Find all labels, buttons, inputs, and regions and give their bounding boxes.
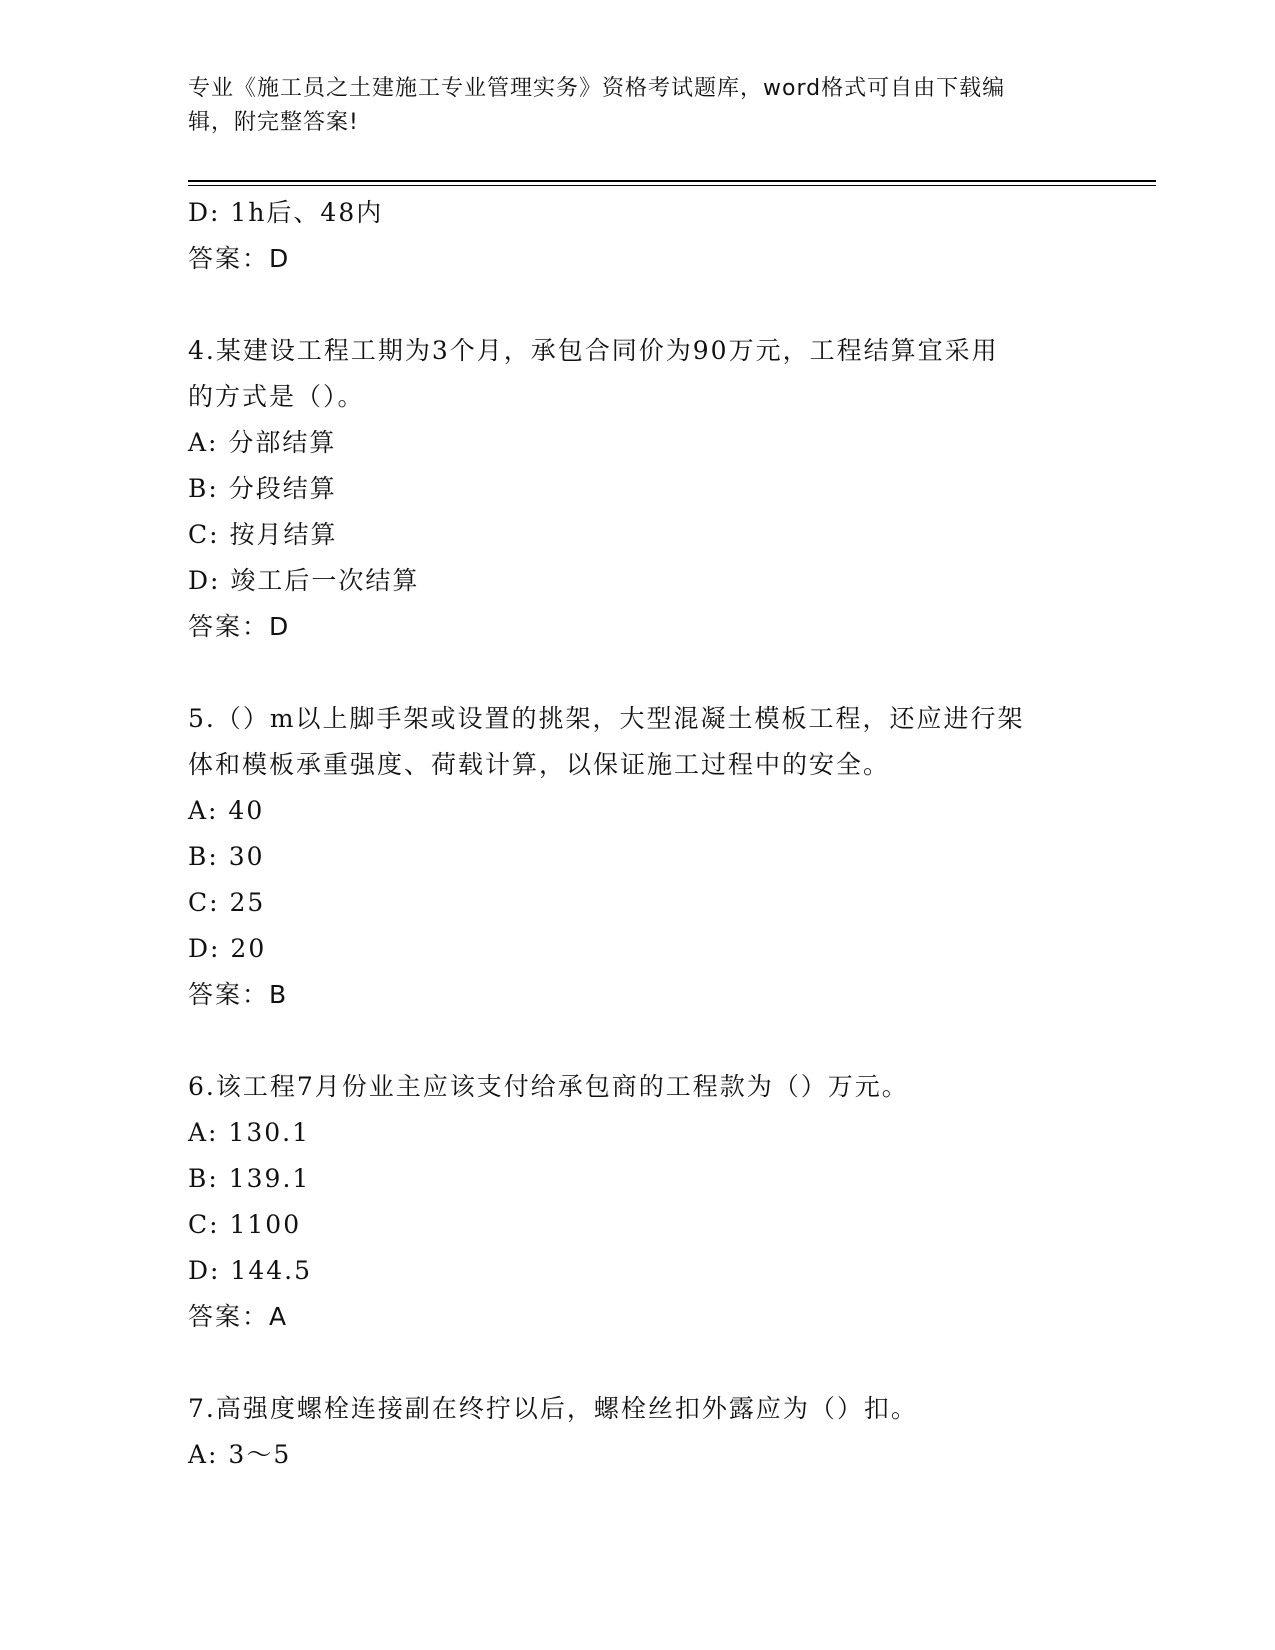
option-b: B: 30 [188,842,265,871]
header-title-line-1: 专业《施工员之土建施工专业管理实务》资格考试题库，word格式可自由下载编 [188,76,1006,101]
spacer [188,282,1088,328]
question-stem: 6.该工程7月份业主应该支付给承包商的工程款为（）万元。 [188,1072,909,1101]
header-title-line-2: 辑，附完整答案! [188,110,359,135]
question-stem: 5.（）m以上脚手架或设置的挑架，大型混凝土模板工程，还应进行架 [188,704,1025,733]
page-header [188,72,1088,140]
option-a: A: 130.1 [188,1118,310,1147]
spacer [188,1340,1088,1386]
spacer [188,1018,1088,1064]
answer-line: 答案：D [188,612,291,641]
option-a: A: 3～5 [188,1440,292,1469]
spacer [188,650,1088,696]
question-3-tail [188,190,1088,282]
option-a: A: 40 [188,796,265,825]
option-c: C: 1100 [188,1210,302,1239]
option-b: B: 分段结算 [188,474,337,503]
option-d: D: 1h后、48内 [188,198,384,227]
question-stem: 7.高强度螺栓连接副在终拧以后，螺栓丝扣外露应为（）扣。 [188,1394,918,1423]
question-4 [188,328,1088,650]
option-d: D: 20 [188,934,267,963]
question-6 [188,1064,1088,1340]
option-c: C: 按月结算 [188,520,338,549]
question-list [188,190,1088,1478]
option-d: D: 竣工后一次结算 [188,566,420,595]
header-divider-thin [188,185,1156,186]
answer-line: 答案：A [188,1302,289,1331]
answer-line: 答案：B [188,980,289,1009]
question-stem: 的方式是（）。 [188,382,365,411]
option-c: C: 25 [188,888,266,917]
question-5 [188,696,1088,1018]
question-7 [188,1386,1088,1478]
option-a: A: 分部结算 [188,428,337,457]
question-stem: 4.某建设工程工期为3个月，承包合同价为90万元，工程结算宜采用 [188,336,999,365]
question-stem: 体和模板承重强度、荷载计算，以保证施工过程中的安全。 [188,750,891,779]
answer-line: 答案：D [188,244,291,273]
option-b: B: 139.1 [188,1164,311,1193]
header-divider-thick [188,180,1156,182]
option-d: D: 144.5 [188,1256,312,1285]
